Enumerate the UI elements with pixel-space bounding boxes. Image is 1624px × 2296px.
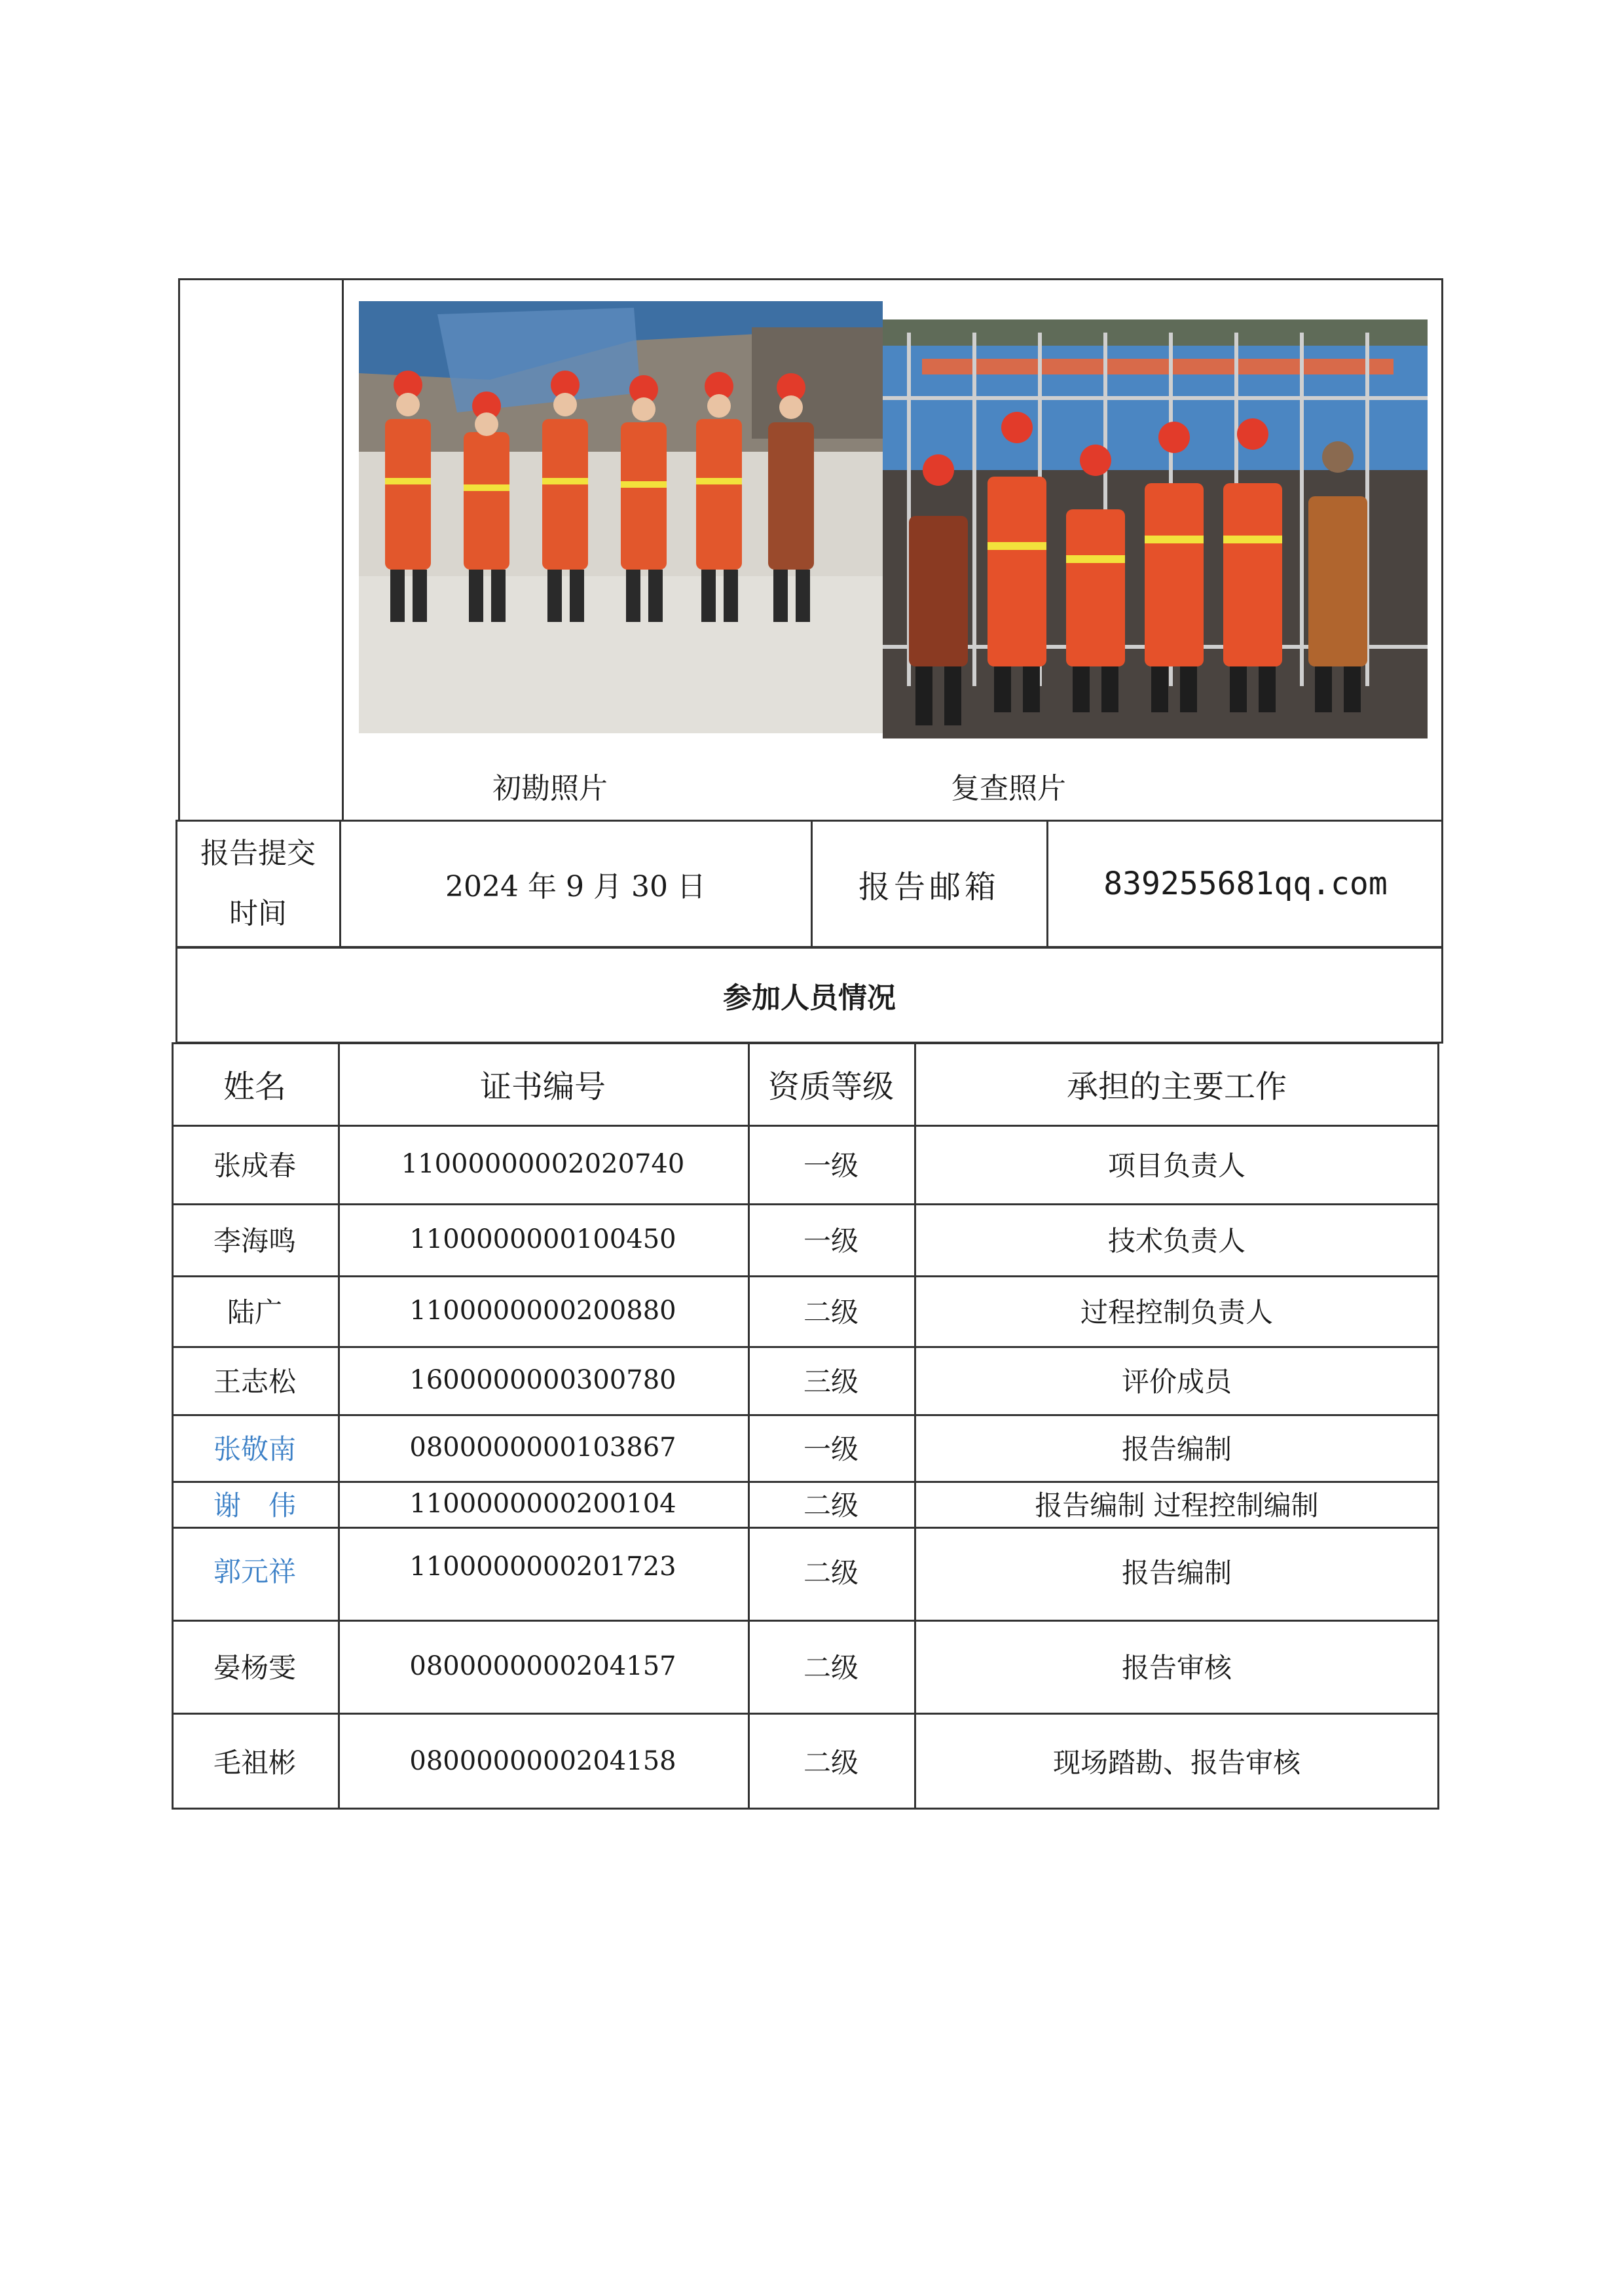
row-6-work: 报告编制 过程控制编制 [1035, 1489, 1319, 1522]
row-9-cert: 0800000000204158 [409, 1746, 676, 1776]
report-email-label: 报告邮箱 [858, 868, 1000, 905]
row-9-level: 二级 [803, 1747, 858, 1779]
submit-date: 2024 年 9 月 30 日 [445, 870, 706, 903]
row-2-name: 李海鸣 [213, 1225, 296, 1257]
row-7-work: 报告编制 [1121, 1557, 1232, 1589]
row-3-work: 过程控制负责人 [1080, 1296, 1273, 1328]
row-7-cert: 1100000000201723 [409, 1552, 676, 1582]
header-cert-number: 证书编号 [479, 1068, 606, 1105]
row-5-work: 报告编制 [1121, 1433, 1232, 1465]
review-photo-caption: 复查照片 [951, 772, 1066, 805]
row-8-cert: 0800000000204157 [409, 1651, 676, 1681]
row-4-level: 三级 [803, 1366, 858, 1398]
row-8-level: 二级 [803, 1652, 858, 1684]
row-1-name: 张成春 [213, 1150, 296, 1182]
initial-survey-photo [359, 301, 883, 733]
row-3-name: 陆广 [227, 1296, 282, 1328]
initial-survey-photo-image [359, 301, 883, 733]
submit-time-label-line1: 报告提交 [200, 837, 316, 870]
row-7-name: 郭元祥 [213, 1556, 296, 1588]
row-6-cert: 1100000000200104 [409, 1489, 676, 1519]
submit-time-label [177, 821, 339, 947]
submit-time-label-line2: 时间 [229, 897, 287, 930]
row-6-level: 二级 [803, 1489, 858, 1522]
row-3-cert: 1100000000200880 [409, 1296, 676, 1326]
row-1-level: 一级 [803, 1150, 858, 1182]
row-2-cert: 1100000000100450 [409, 1224, 676, 1254]
header-qualification-level: 资质等级 [767, 1068, 894, 1105]
row-8-work: 报告审核 [1121, 1652, 1232, 1684]
photo-section-divider [342, 278, 344, 822]
row-5-cert: 0800000000103867 [409, 1432, 676, 1463]
row-3-level: 二级 [803, 1296, 858, 1328]
row-5-level: 一级 [803, 1433, 858, 1465]
review-photo [883, 319, 1428, 738]
row-4-cert: 1600000000300780 [409, 1365, 676, 1395]
review-photo-image [883, 319, 1428, 738]
row-9-name: 毛祖彬 [213, 1747, 296, 1779]
personnel-section-title: 参加人员情况 [723, 981, 896, 1015]
header-main-work: 承担的主要工作 [1066, 1068, 1287, 1105]
row-5-name: 张敬南 [213, 1433, 296, 1465]
row-6-name: 谢 伟 [213, 1489, 296, 1522]
row-7-level: 二级 [803, 1557, 858, 1589]
report-email-value: 839255681qq.com [1103, 866, 1388, 902]
row-1-work: 项目负责人 [1107, 1150, 1246, 1182]
header-name: 姓名 [223, 1068, 286, 1105]
row-4-name: 王志松 [213, 1366, 296, 1398]
row-1-cert: 11000000002020740 [401, 1149, 685, 1179]
row-2-work: 技术负责人 [1107, 1225, 1246, 1257]
row-4-work: 评价成员 [1121, 1366, 1232, 1398]
row-2-level: 一级 [803, 1225, 858, 1257]
row-8-name: 晏杨雯 [213, 1652, 296, 1684]
row-9-work: 现场踏勘、报告审核 [1052, 1747, 1301, 1779]
initial-photo-caption: 初勘照片 [492, 772, 608, 805]
